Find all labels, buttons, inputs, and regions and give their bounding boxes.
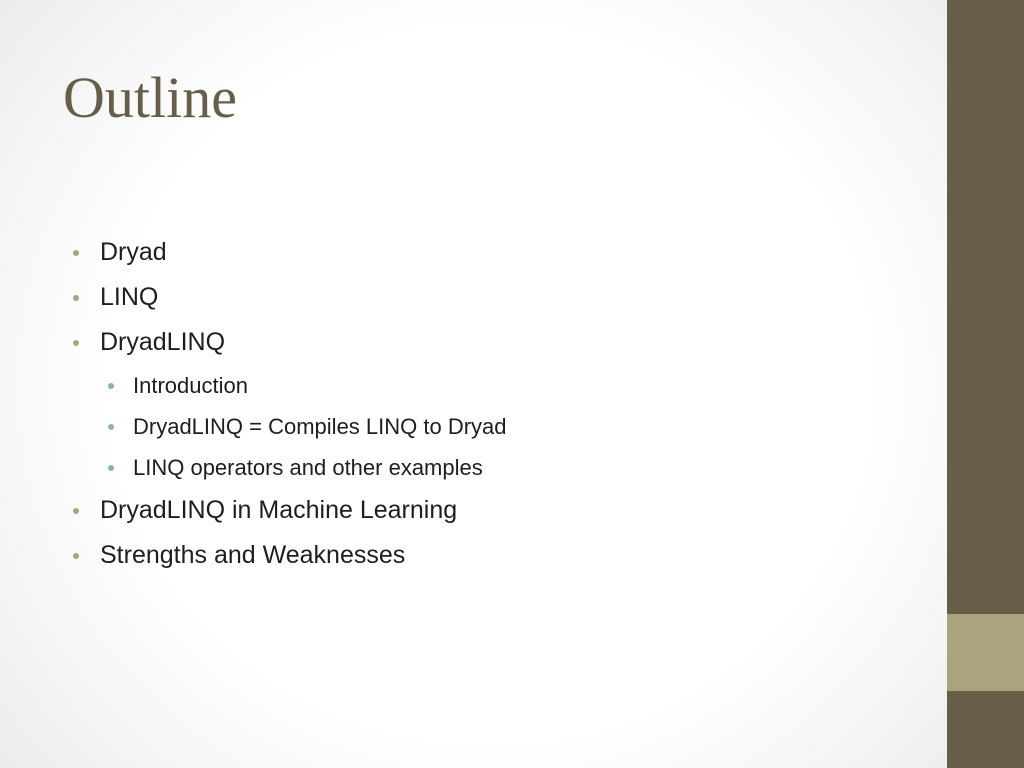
sub-bullet-item	[73, 365, 913, 406]
bullet-dot-icon	[73, 250, 79, 256]
bullet-item	[73, 488, 913, 533]
bullet-dot-icon	[73, 508, 79, 514]
slide-title: Outline	[63, 65, 237, 130]
bullet-text: DryadLINQ	[100, 328, 226, 356]
bullet-text: Dryad	[100, 238, 167, 266]
bullet-text: DryadLINQ in Machine Learning	[100, 496, 458, 524]
bullet-dot-icon	[73, 295, 79, 301]
bullet-item	[73, 533, 913, 578]
sub-bullet-text: DryadLINQ = Compiles LINQ to Dryad	[133, 413, 507, 439]
bullet-item	[73, 275, 913, 320]
sub-bullet-item	[73, 447, 913, 488]
bullet-item	[73, 320, 913, 365]
bullet-text: LINQ	[100, 283, 159, 311]
bullet-list	[73, 230, 913, 578]
sub-bullet-dot-icon	[108, 424, 114, 430]
bullet-text: Strengths and Weaknesses	[100, 541, 406, 569]
sub-bullet-item	[73, 406, 913, 447]
sub-bullet-dot-icon	[108, 465, 114, 471]
sub-bullet-text: LINQ operators and other examples	[133, 454, 483, 480]
sub-bullet-dot-icon	[108, 383, 114, 389]
sidebar-accent-block	[947, 614, 1024, 691]
bullet-item	[73, 230, 913, 275]
bullet-dot-icon	[73, 340, 79, 346]
sub-bullet-text: Introduction	[133, 372, 248, 398]
bullet-dot-icon	[73, 553, 79, 559]
